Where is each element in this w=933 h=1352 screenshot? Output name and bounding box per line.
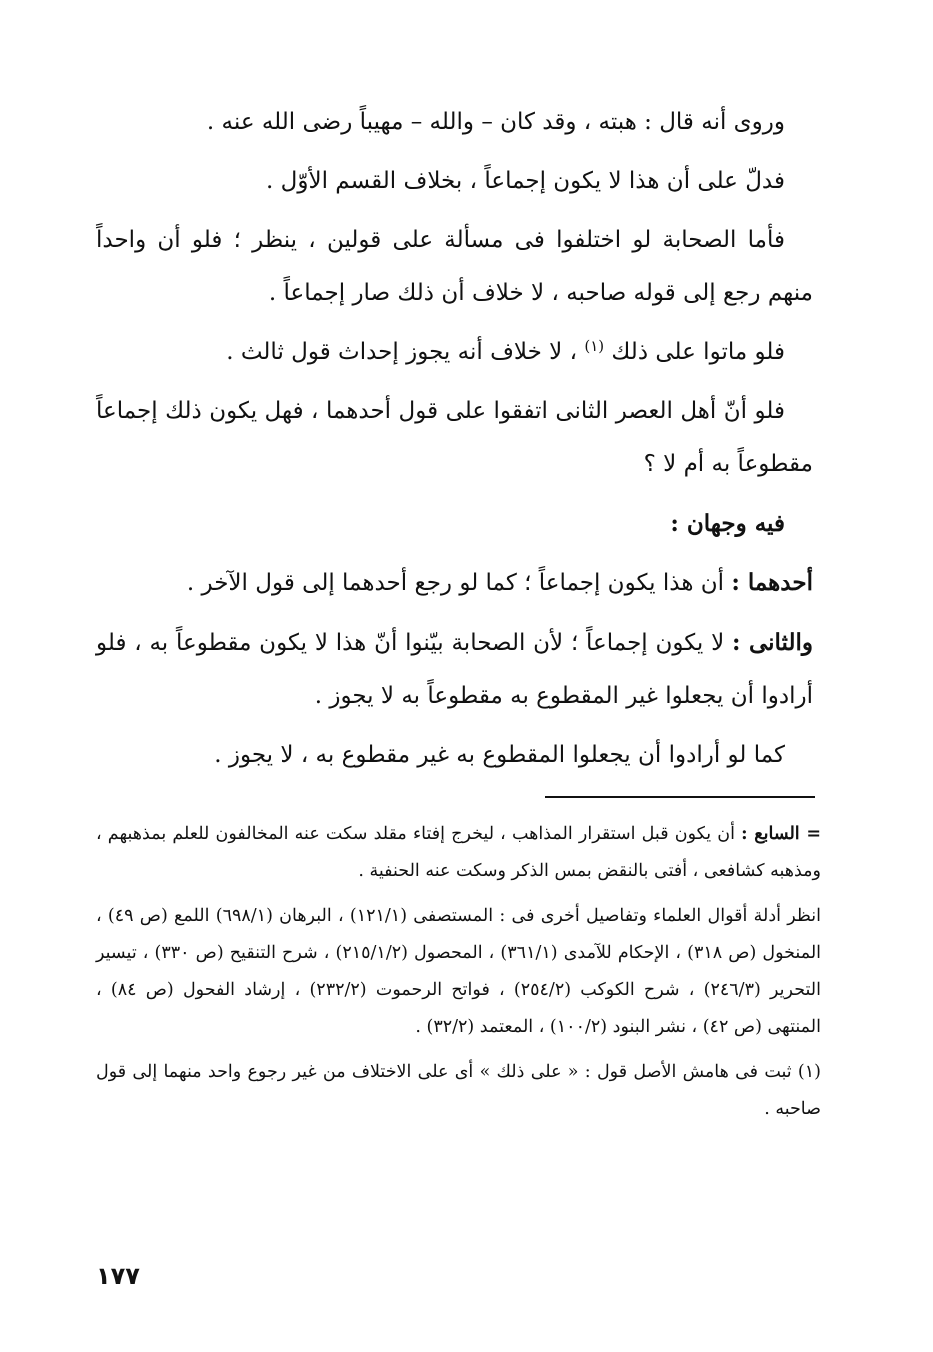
first-view-text: أن هذا يكون إجماعاً ؛ كما لو رجع أحدهما إلى قول الآخر . <box>186 570 725 596</box>
first-view-label: أحدهما : <box>731 569 813 596</box>
page-number: ١٧٧ <box>96 1262 140 1290</box>
footnotes <box>96 816 821 1128</box>
second-view <box>96 616 813 723</box>
first-view <box>96 556 813 610</box>
paragraph-6: كما لو أرادوا أن يجعلوا المقطوع به غير مقطوع به ، لا يجوز . <box>214 742 785 768</box>
footnote-reference: (١) <box>584 337 605 355</box>
paragraph-4-start: فلو ماتوا على ذلك <box>611 339 785 365</box>
second-view-text: لا يكون إجماعاً ؛ لأن الصحابة بيّنوا أنّ هذا لا يكون مقطوعاً به ، فلو أرادوا أن يجعلوا غير المقطوع به مقطوعاً به لا يجوز . <box>96 630 813 709</box>
section-heading: فيه وجهان : <box>670 510 785 537</box>
paragraph-4 <box>96 326 813 379</box>
main-text <box>96 96 813 782</box>
paragraph-3: فأما الصحابة لو اختلفوا فى مسألة على قولين ، ينظر ؛ فلو أن واحداً منهم رجع إلى قوله صاحبه ، لا خلاف أن ذلك صار إجماعاً . <box>96 227 813 306</box>
footnote-references: انظر أدلة أقوال العلماء وتفاصيل أخرى فى : المستصفى (١٢١/١) ، البرهان (٦٩٨/١) اللمع (ص ٤٩) ، المنخول (ص ٣١٨) ، الإحكام للآمدى (٣٦١/١) ، المحصول (٢١٥/١/٢) ، شرح التنقيح (ص ٣٣٠) ، تيسير التحرير (٢٤٦/٣) ، شرح الكوكب (٢٥٤/٢) ، فواتح الرحموت (٢٣٢/٢) ، إرشاد الفحول (ص ٨٤) ، المنتهى (ص ٤٢) ، نشر البنود (١٠٠/٢) ، المعتمد (٣٢/٢) . <box>96 906 822 1037</box>
footnote-continuation <box>96 816 821 890</box>
paragraph-1: وروى أنه قال : هبته ، وقد كان – والله – مهيباً رضى الله عنه . <box>206 109 785 135</box>
footnote-continuation-text: أن يكون قبل استقرار المذاهب ، ليخرج إفتاء مقلد سكت عنه المخالفون للعلم بمذهبهم ، ومذهبه كشافعى ، أفتى بالنقض بمس الذكر وسكت عنه الحنفية . <box>96 824 821 881</box>
paragraph-4-end: ، لا خلاف أنه يجوز إحداث قول ثالث . <box>226 339 578 365</box>
footnote-continuation-label: = السابع : <box>741 824 821 844</box>
footnote-separator <box>545 796 815 798</box>
paragraph-5: فلو أنّ أهل العصر الثانى اتفقوا على قول أحدهما ، فهل يكون ذلك إجماعاً مقطوعاً به أم لا ؟ <box>96 398 813 477</box>
paragraph-2: فدلّ على أن هذا لا يكون إجماعاً ، بخلاف القسم الأوّل . <box>266 168 785 194</box>
footnote-1: (١) ثبت فى هامش الأصل قول : « على ذلك » أى على الاختلاف من غير رجوع واحد منهما إلى قول صاحبه . <box>96 1062 821 1119</box>
second-view-label: والثانى : <box>732 629 814 656</box>
